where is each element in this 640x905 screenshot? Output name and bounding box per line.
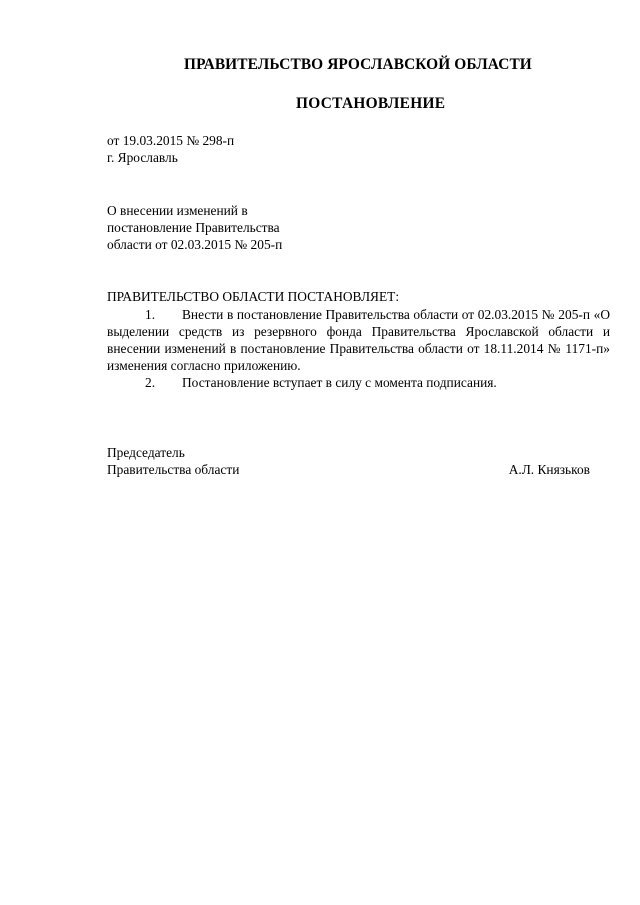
signer-position-line-2: Правительства области: [107, 462, 240, 477]
item-text: Внести в постановление Правительства области от 02.03.2015 № 205-п «О выделении средств из резервного фонда Правительства Ярославской области и внесении изменений в постановление Правительства области от 18.11.2014 № 1171-п» изменения согласно приложению.: [107, 307, 610, 373]
government-title: ПРАВИТЕЛЬСТВО ЯРОСЛАВСКОЙ ОБЛАСТИ: [184, 56, 532, 73]
signer-name: А.Л. Князьков: [508, 462, 590, 477]
city: г. Ярославль: [107, 150, 178, 165]
subject-line-1: О внесении изменений в: [107, 203, 248, 218]
item-number: 2.: [145, 375, 156, 390]
decree-item: [107, 306, 610, 374]
item-text: Постановление вступает в силу с момента подписания.: [182, 375, 497, 390]
decree-items: [107, 306, 610, 391]
signer-position-line-1: Председатель: [107, 445, 185, 460]
signer-row: [107, 462, 590, 478]
subject-line-2: постановление Правительства: [107, 220, 280, 235]
item-number: 1.: [145, 307, 156, 322]
preamble: ПРАВИТЕЛЬСТВО ОБЛАСТИ ПОСТАНОВЛЯЕТ:: [107, 289, 400, 304]
subject-line-3: области от 02.03.2015 № 205-п: [107, 237, 283, 252]
date-number: от 19.03.2015 № 298-п: [107, 133, 235, 148]
decree-item: [107, 374, 610, 391]
document-type-title: ПОСТАНОВЛЕНИЕ: [296, 95, 446, 112]
